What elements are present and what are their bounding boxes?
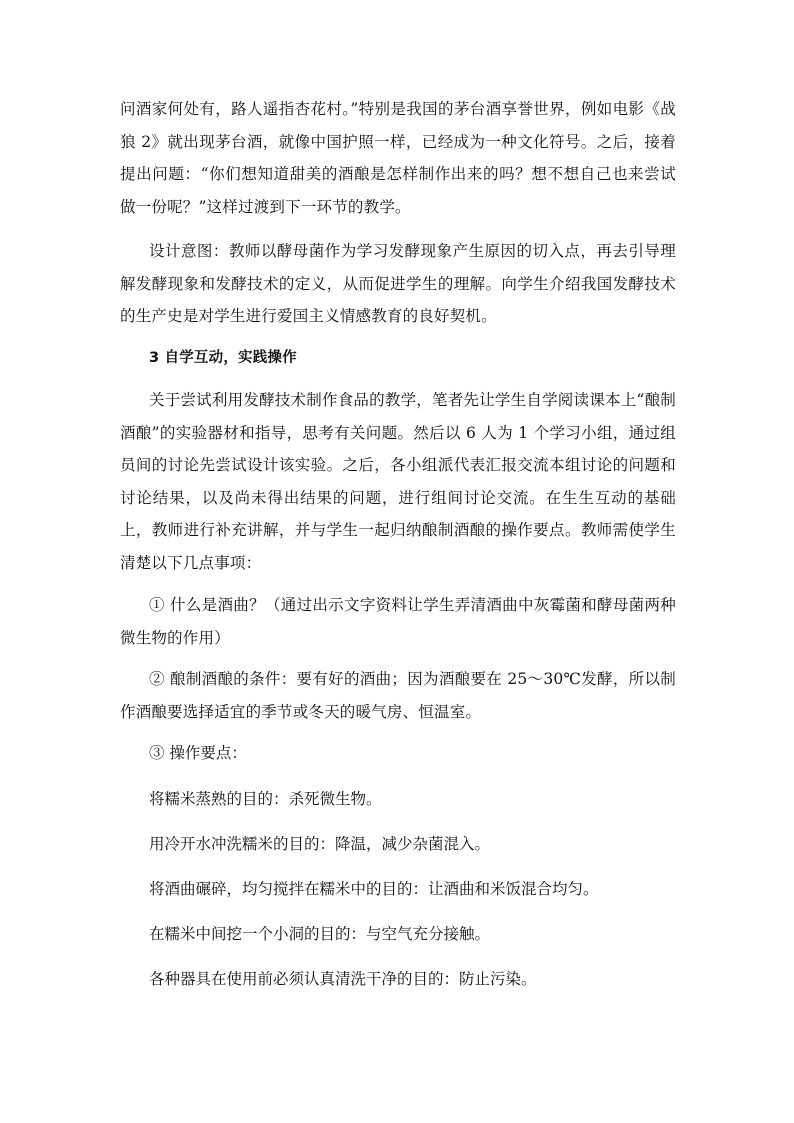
paragraph-design-intent: 设计意图：教师以酵母菌作为学习发酵现象产生原因的切入点，再去引导理解发酵现象和发酵技术的定义，从而促进学生的理解。向学生介绍我国发酵技术的生产史是对学生进行爱国主义情感教育的良好契机。 [120,242,676,325]
paragraph-self-study: 关于尝试利用发酵技术制作食品的教学，笔者先让学生自学阅读课本上“酿制酒酿”的实验器材和指导，思考有关问题。然后以 6 人为 1 个学习小组，通过组员间的讨论先尝试设计该实验。之后，各小组派代表汇报交流本组讨论的问题和讨论结果，以及尚未得出结果的问题，进行组间讨论交流。在生生互动的基础上，教师进行补充讲解，并与学生一起归纳酿制酒酿的操作要点。教师需使学生清楚以下几点事项： [120,391,676,572]
step-2: 用冷开水冲洗糯米的目的：降温，减少杂菌混入。 [149,835,491,853]
section-heading-3: 3 自学互动，实践操作 [149,350,297,366]
paragraph-item-3: ③ 操作要点： [149,744,247,762]
step-5: 各种器具在使用前必须认真清洗干净的目的：防止污染。 [149,970,537,988]
paragraph-item-2: ② 酿制酒酿的条件：要有好的酒曲；因为酒酿要在 25～30℃发酵，所以制作酒酿要选择适宜的季节或冬天的暖气房、恒温室。 [120,670,676,721]
paragraph-intro: 问酒家何处有，路人遥指杏花村。”特别是我国的茅台酒享誉世界，例如电影《战狼 2》就出现茅台酒，就像中国护照一样，已经成为一种文化符号。之后，接着提出问题：“你们想知道甜美的酒酿是怎样制作出来的吗？想不想自己也来尝试做一份呢？”这样过渡到下一环节的教学。 [120,100,676,216]
step-4: 在糯米中间挖一个小洞的目的：与空气充分接触。 [149,925,491,943]
step-1: 将糯米蒸熟的目的：杀死微生物。 [149,790,382,808]
paragraph-item-1: ① 什么是酒曲？（通过出示文字资料让学生弄清酒曲中灰霉菌和酵母菌两种微生物的作用） [120,596,676,647]
step-3: 将酒曲碾碎，均匀搅拌在糯米中的目的：让酒曲和米饭混合均匀。 [149,880,599,898]
